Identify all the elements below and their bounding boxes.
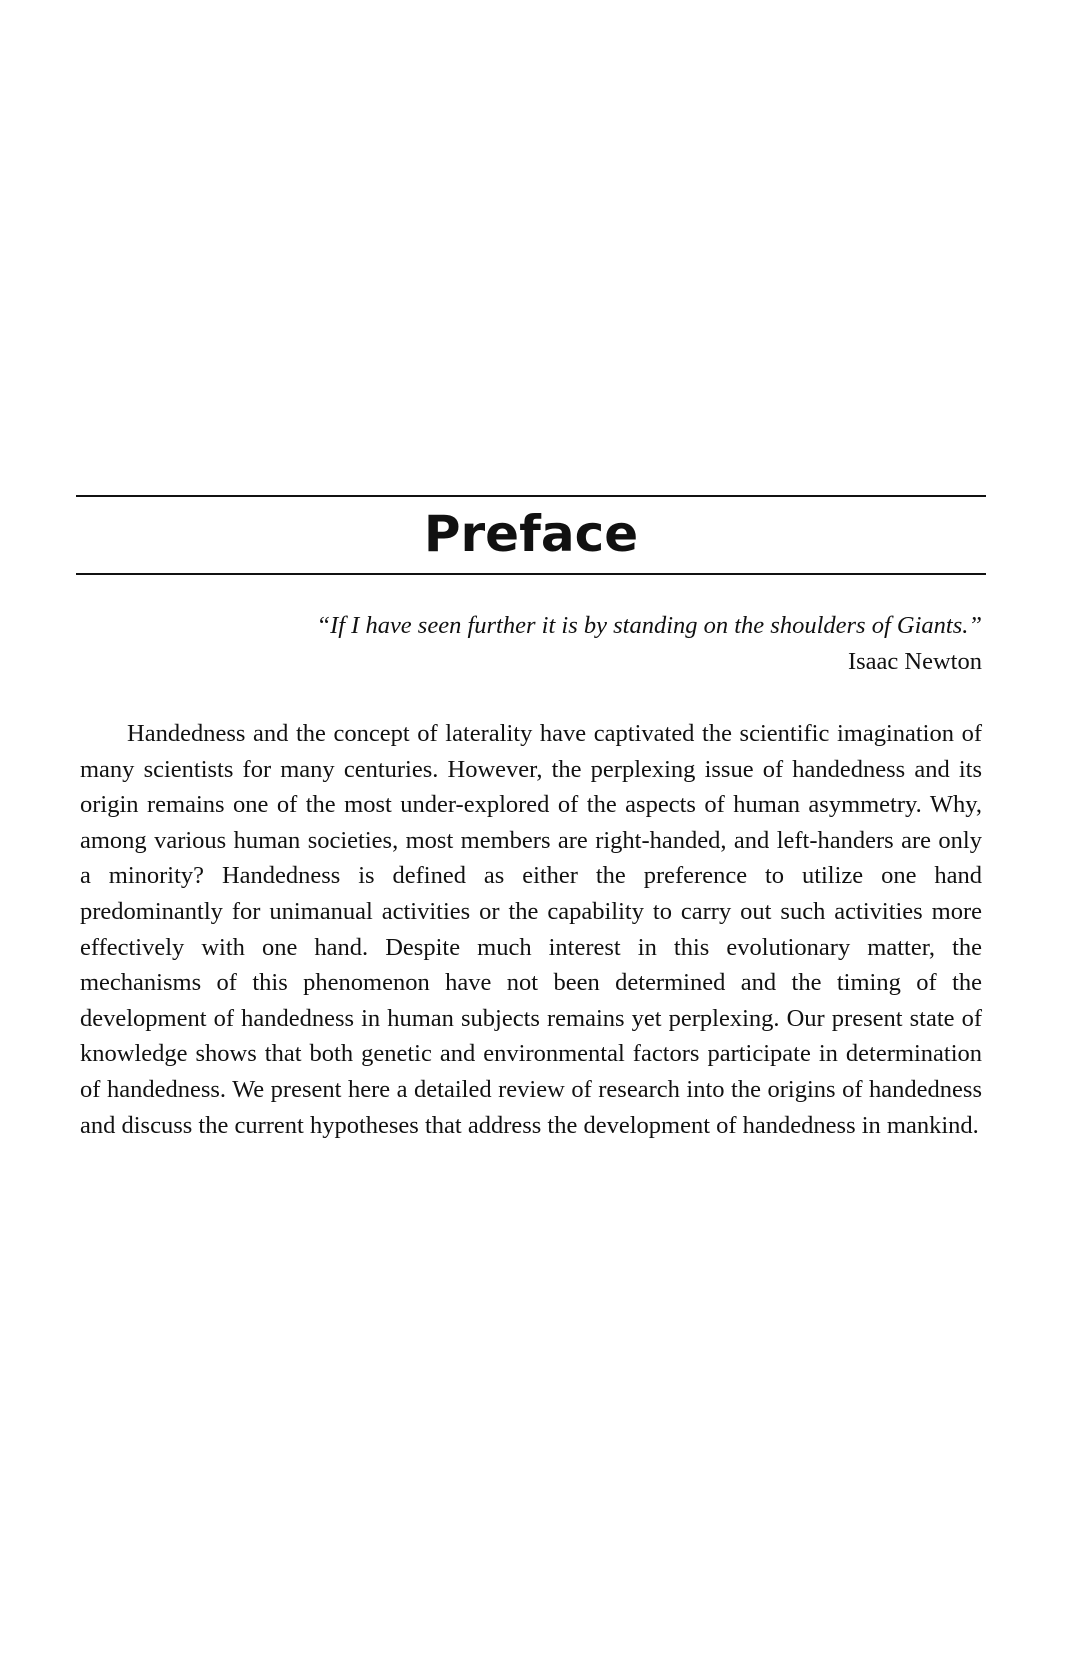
title-bottom-rule <box>76 573 986 575</box>
preface-paragraph: Handedness and the concept of laterality have captivated the scientific imagination of many scientists for many centuries. However, the perplexing issue of handedness and its origin remains one of the most under-explored of the aspects of human asymmetry. Why, among various human societies, most members are right-handed, and left-handers are only a minority? Handedness is defined as either the preference to utilize one hand predominantly for unimanual activities or the capability to carry out such activities more effectively with one hand. Despite much interest in this evolutionary matter, the mechanisms of this phenomenon have not been determined and the timing of the development of handedness in human subjects remains yet perplexing. Our present state of knowledge shows that both genetic and environmental factors participate in determination of handedness. We present here a detailed review of research into the origins of handedness and discuss the current hypotheses that address the development of handedness in mankind. <box>80 720 982 1139</box>
title-top-rule <box>76 495 986 497</box>
epigraph-author: Isaac Newton <box>847 648 982 675</box>
page-title: Preface <box>423 505 639 563</box>
epigraph <box>76 608 982 680</box>
epigraph-quote: “If I have seen further it is by standing on the shoulders of Giants.” <box>316 612 982 639</box>
